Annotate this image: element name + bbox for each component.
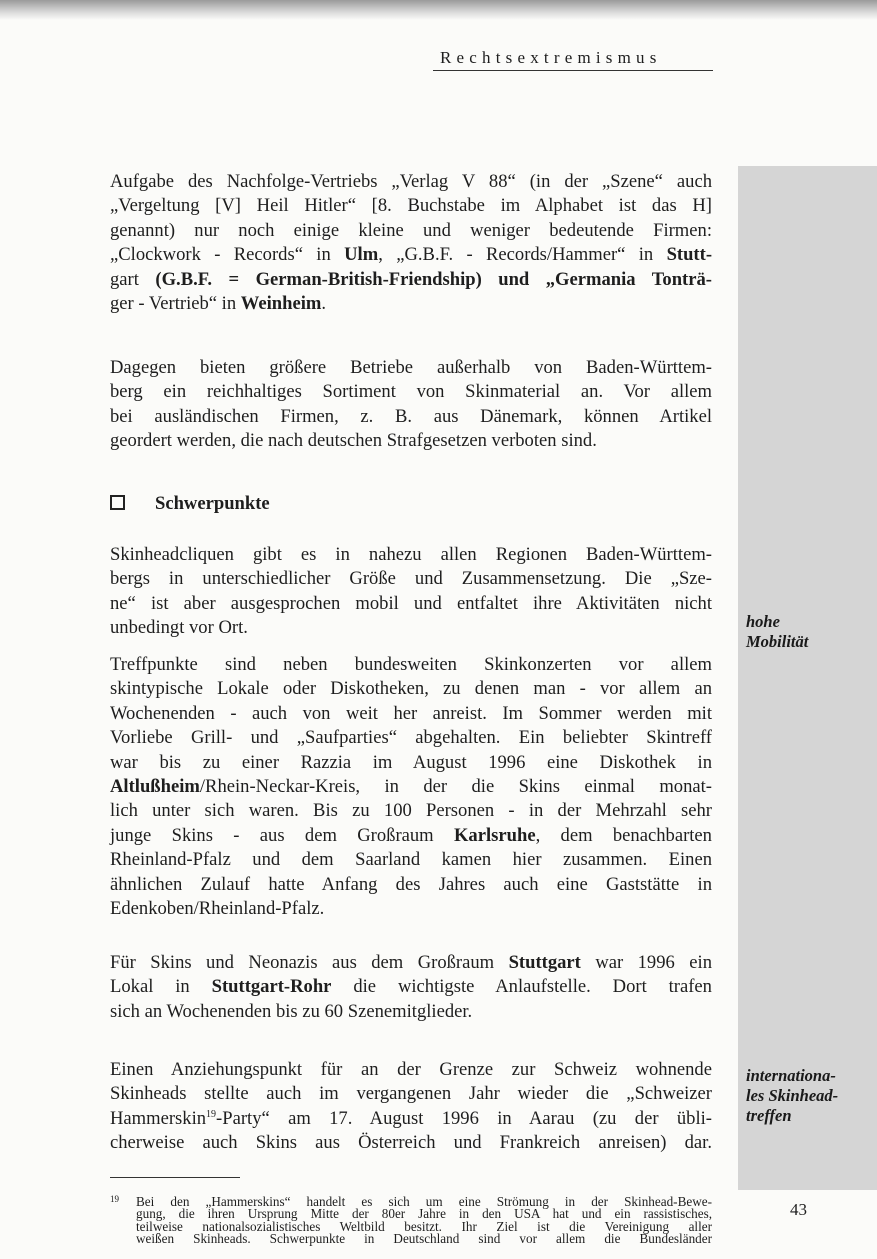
text-line xyxy=(110,726,712,750)
text-run: war 1996 ein xyxy=(580,952,712,973)
paragraph-4 xyxy=(110,653,712,921)
text-line xyxy=(110,170,712,194)
text-line xyxy=(110,799,712,823)
bold-place-name: Karlsruhe xyxy=(453,824,536,846)
text-run: genannt) nur noch einige kleine und weniger bedeutende Firmen: xyxy=(110,219,712,241)
text-run: gart xyxy=(110,268,139,290)
margin-note-line: Mobilität xyxy=(746,632,809,651)
paragraph-2 xyxy=(110,356,712,454)
page-number: 43 xyxy=(790,1200,807,1219)
text-run: Aufgabe des Nachfolge-Vertriebs „Verlag V 88“ (in der „Szene“ auch xyxy=(110,171,712,192)
text-run: lich unter sich waren. Bis zu 100 Personen - in der Mehrzahl sehr xyxy=(110,800,712,822)
text-run: Vorliebe Grill- und „Saufparties“ abgehalten. Ein beliebter Skintreff xyxy=(110,727,712,749)
paragraph-5 xyxy=(110,951,712,1024)
bold-place-name: Altlußheim xyxy=(110,776,200,798)
margin-note-band xyxy=(738,166,877,1190)
scan-top-shadow xyxy=(0,0,877,20)
footnote-line: teilweise nationalsozialistisches Weltbild besitzt. Ihr Ziel ist die Vereinigung aller xyxy=(136,1218,712,1234)
bold-place-name: Ulm xyxy=(344,244,379,266)
text-line xyxy=(110,268,712,292)
text-line xyxy=(110,194,712,218)
text-line xyxy=(110,848,712,872)
text-run: Rheinland-Pfalz und dem Saarland kamen hier zusammen. Einen xyxy=(110,849,712,871)
footnote xyxy=(110,1196,712,1246)
text-line xyxy=(110,219,712,243)
text-line xyxy=(110,1000,712,1024)
text-line: berg ein reichhaltiges Sortiment von Skinmaterial an. Vor allem xyxy=(110,381,712,403)
text-line: ne“ ist aber ausgesprochen mobil und entfaltet ihre Aktivitäten nicht xyxy=(110,592,712,614)
text-line: Einen Anziehungspunkt für an der Grenze zur Schweiz wohnende xyxy=(110,1059,712,1080)
text-line: Dagegen bieten größere Betriebe außerhalb von Baden-Württem- xyxy=(110,357,712,378)
text-run: /Rhein-Neckar-Kreis, in der die Skins einmal monat- xyxy=(199,776,712,798)
text-line: bei ausländischen Firmen, z. B. aus Dänemark, können Artikel xyxy=(110,405,712,427)
footnote-rule xyxy=(110,1177,240,1178)
text-run: Für Skins und Neonazis aus dem Großraum xyxy=(110,952,509,973)
bold-place-name: (G.B.F. = German-British-Friendship) und „Germania Tonträ- xyxy=(138,268,712,290)
text-line xyxy=(110,897,712,921)
text-run: war bis zu einer Razzia im August 1996 eine Diskothek in xyxy=(110,751,712,773)
text-line xyxy=(110,702,712,726)
text-run: , „G.B.F. - Records/Hammer“ in xyxy=(378,244,667,266)
footnote-line: gung, die ihren Ursprung Mitte der 80er Jahre in den USA hat und ein rassistisches, xyxy=(136,1206,712,1222)
text-run: die wichtigste Anlaufstelle. Dort trafen xyxy=(331,976,712,998)
text-line: geordert werden, die nach deutschen Strafgesetzen verboten sind. xyxy=(110,430,597,452)
margin-note-line: les Skinhead- xyxy=(746,1086,839,1105)
text-line xyxy=(110,951,712,975)
text-run: skintypische Lokale oder Diskotheken, zu denen man - vor allem an xyxy=(110,678,712,700)
bold-place-name: Stuttgart-Rohr xyxy=(211,976,332,998)
text-run: Treffpunkte sind neben bundesweiten Skinkonzerten vor allem xyxy=(110,654,712,675)
margin-note-line: hohe xyxy=(746,612,780,631)
bold-place-name: Stutt- xyxy=(666,244,713,266)
section-heading-text: Schwerpunkte xyxy=(155,493,270,514)
text-run: -Party“ am 17. August 1996 in Aarau (zu der übli- xyxy=(216,1107,712,1129)
text-run: ähnlichen Zulauf hatte Anfang des Jahres auch eine Gaststätte in xyxy=(110,873,712,895)
running-head: Rechtsextremismus xyxy=(440,48,662,67)
text-line xyxy=(110,775,712,799)
text-run: Edenkoben/Rheinland-Pfalz. xyxy=(110,898,325,920)
margin-note-line: internationa- xyxy=(746,1066,836,1085)
paragraph-3 xyxy=(110,543,712,641)
checkbox-bullet-icon xyxy=(110,495,125,510)
text-run: ger - Vertrieb“ in xyxy=(110,293,241,315)
section-heading xyxy=(110,493,270,515)
bold-place-name: Weinheim xyxy=(240,293,322,315)
text-line xyxy=(110,975,712,999)
text-line: unbedingt vor Ort. xyxy=(110,617,248,639)
text-line xyxy=(110,243,712,267)
text-line: Skinheads stellte auch im vergangenen Jahr wieder die „Schweizer xyxy=(110,1083,712,1105)
margin-note-international xyxy=(746,1066,838,1126)
text-line: bergs in unterschiedlicher Größe und Zusammensetzung. Die „Sze- xyxy=(110,568,712,590)
text-run: junge Skins - aus dem Großraum xyxy=(110,824,454,846)
footnote-mark: 19 xyxy=(110,1194,119,1204)
text-line xyxy=(110,653,712,677)
text-line xyxy=(110,751,712,775)
text-line xyxy=(110,873,712,897)
footnote-reference: 19 xyxy=(206,1108,217,1120)
footnote-line: weißen Skinheads. Schwerpunkte in Deutschland sind vor allem die Bundesländer xyxy=(136,1231,712,1247)
text-line xyxy=(110,1107,712,1131)
text-line xyxy=(110,677,712,701)
bold-place-name: Stuttgart xyxy=(508,952,581,973)
text-line: Skinheadcliquen gibt es in nahezu allen Regionen Baden-Württem- xyxy=(110,544,712,565)
text-run: , dem benachbarten xyxy=(535,824,712,846)
margin-note-line: treffen xyxy=(746,1106,792,1125)
footnote-text xyxy=(136,1196,712,1246)
margin-note-mobility xyxy=(746,612,808,652)
text-run: sich an Wochenenden bis zu 60 Szenemitglieder. xyxy=(110,1000,473,1022)
running-head-rule xyxy=(433,70,713,71)
text-run: Lokal in xyxy=(110,976,212,998)
text-line xyxy=(110,292,712,316)
text-run: . xyxy=(321,293,327,315)
paragraph-1 xyxy=(110,170,712,316)
text-run: Hammerskin xyxy=(110,1107,207,1129)
text-run: Wochenenden - auch von weit her anreist. Im Sommer werden mit xyxy=(110,702,712,724)
text-line xyxy=(110,824,712,848)
text-line: cherweise auch Skins aus Österreich und Frankreich anreisen) dar. xyxy=(110,1132,712,1154)
paragraph-6 xyxy=(110,1058,712,1156)
text-run: „Vergeltung [V] Heil Hitler“ [8. Buchstabe im Alphabet ist das H] xyxy=(110,195,712,217)
footnote-line: Bei den „Hammerskins“ handelt es sich um eine Strömung in der Skinhead-Bewe- xyxy=(136,1194,712,1209)
text-run: „Clockwork - Records“ in xyxy=(110,244,345,266)
